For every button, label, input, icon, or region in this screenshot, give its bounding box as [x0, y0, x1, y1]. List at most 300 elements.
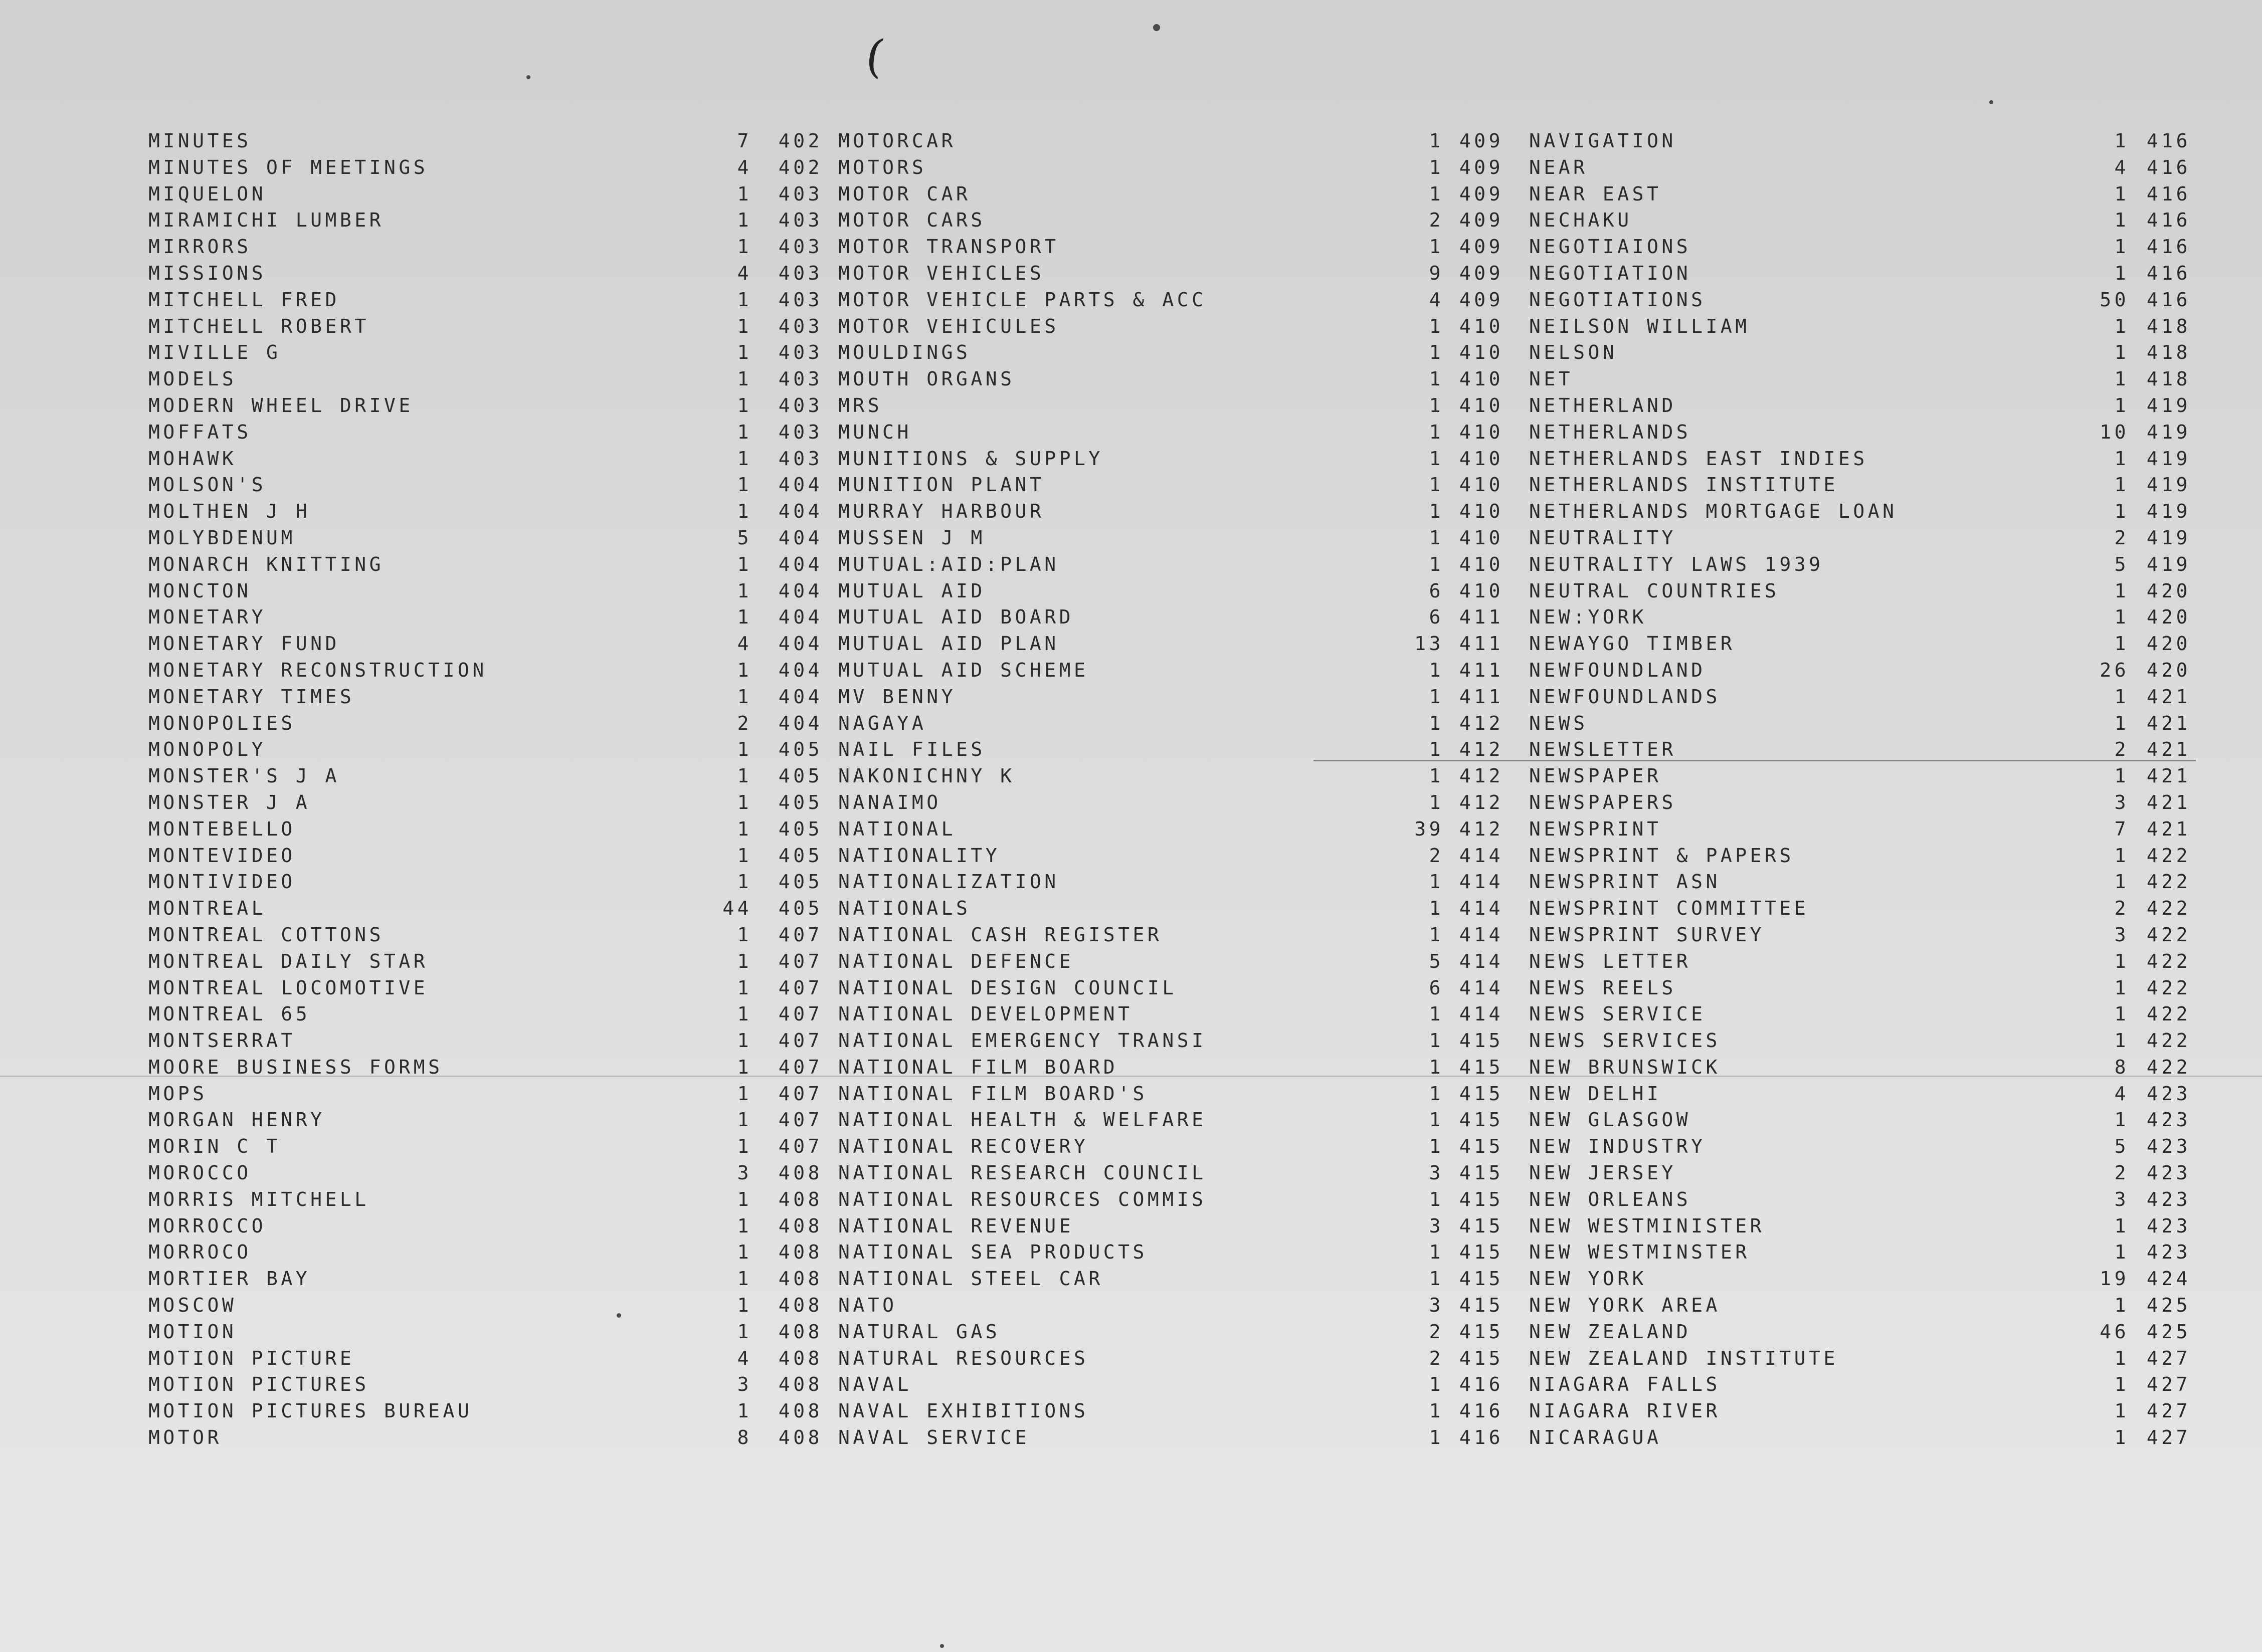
entry-page: 404: [778, 579, 823, 602]
entry-page: 404: [778, 633, 823, 655]
entry-term: NEWS: [1529, 712, 1588, 734]
entry-term: NATIONAL RESEARCH COUNCIL: [838, 1162, 1207, 1184]
entry-term: MOTOR VEHICLE PARTS & ACC: [838, 288, 1207, 311]
entry-count: 1: [1429, 1188, 1444, 1210]
index-entry: [838, 736, 1503, 763]
entry-count: 1: [737, 368, 752, 390]
index-entry: [1529, 392, 2191, 419]
entry-page: 416: [2146, 209, 2191, 232]
index-entry: [1529, 869, 2191, 895]
entry-term: NETHERLANDS INSTITUTE: [1529, 474, 1838, 496]
entry-count: 1: [1429, 1082, 1444, 1105]
entry-term: NEILSON WILLIAM: [1529, 315, 1750, 337]
index-entry: [148, 1027, 823, 1054]
entry-count: 1: [2114, 579, 2129, 602]
entry-count: 1: [737, 1294, 752, 1317]
entry-count: 19: [2100, 1268, 2129, 1290]
index-entry: [1529, 498, 2191, 525]
entry-count: 1: [2114, 1347, 2129, 1369]
entry-term: NAVAL: [838, 1373, 912, 1396]
entry-count: 1: [737, 1400, 752, 1422]
entry-term: MIVILLE G: [148, 341, 281, 364]
entry-term: NEWSPRINT & PAPERS: [1529, 844, 1794, 867]
entry-count: 1: [737, 288, 752, 311]
entry-term: MORTIER BAY: [148, 1268, 311, 1290]
entry-count: 3: [1429, 1162, 1444, 1184]
entry-term: NIAGARA FALLS: [1529, 1373, 1721, 1396]
entry-count: 1: [1429, 1268, 1444, 1290]
entry-term: MUSSEN J M: [838, 526, 986, 549]
entry-page: 422: [2146, 1056, 2191, 1078]
entry-term: MONSTER'S J A: [148, 765, 340, 787]
entry-page: 404: [778, 474, 823, 496]
entry-page: 415: [1459, 1214, 1503, 1237]
entry-count: 46: [2100, 1320, 2129, 1343]
entry-term: NECHAKU: [1529, 209, 1632, 232]
index-entry: [1529, 313, 2191, 340]
index-entry: [148, 816, 823, 843]
entry-page: 419: [2146, 421, 2191, 443]
entry-term: MUNITIONS & SUPPLY: [838, 447, 1103, 470]
entry-page: 416: [2146, 182, 2191, 205]
index-entry: [148, 1160, 823, 1186]
entry-page: 410: [1459, 474, 1503, 496]
index-entry: [148, 657, 823, 684]
entry-count: 1: [737, 500, 752, 523]
entry-count: 13: [1414, 633, 1444, 655]
index-entry: [148, 366, 823, 392]
entry-count: 1: [2114, 1294, 2129, 1317]
entry-term: MOTOR CAR: [838, 182, 971, 205]
entry-count: 1: [2114, 315, 2129, 337]
entry-count: 4: [2114, 156, 2129, 178]
entry-page: 416: [2146, 130, 2191, 152]
entry-term: NAKONICHNY K: [838, 765, 1015, 787]
index-entry: [148, 154, 823, 181]
entry-page: 414: [1459, 844, 1503, 867]
entry-page: 405: [778, 897, 823, 920]
entry-count: 1: [1429, 685, 1444, 708]
entry-term: NEWSPAPERS: [1529, 791, 1676, 813]
entry-page: 412: [1459, 765, 1503, 787]
entry-page: 416: [2146, 262, 2191, 284]
index-entry: [148, 631, 823, 657]
entry-count: 1: [737, 579, 752, 602]
entry-count: 3: [737, 1162, 752, 1184]
index-entry: [838, 1319, 1503, 1345]
entry-count: 1: [1429, 897, 1444, 920]
entry-page: 421: [2146, 791, 2191, 813]
index-entry: [148, 736, 823, 763]
entry-count: 1: [2114, 1003, 2129, 1025]
entry-count: 1: [1429, 236, 1444, 258]
entry-count: 1: [737, 182, 752, 205]
entry-page: 410: [1459, 579, 1503, 602]
index-entry: [838, 657, 1503, 684]
entry-page: 407: [778, 1082, 823, 1105]
entry-term: NEW BRUNSWICK: [1529, 1056, 1721, 1078]
index-entry: [148, 339, 823, 366]
index-entry: [1529, 736, 2191, 763]
entry-page: 403: [778, 341, 823, 364]
entry-term: NEWAYGO TIMBER: [1529, 633, 1736, 655]
entry-term: MIRAMICHI LUMBER: [148, 209, 385, 232]
index-entry: [148, 313, 823, 340]
index-entry: [1529, 710, 2191, 737]
index-entry: [1529, 1107, 2191, 1133]
entry-term: NATIONAL FILM BOARD: [838, 1056, 1118, 1078]
entry-count: 1: [737, 1003, 752, 1025]
entry-count: 3: [2114, 1188, 2129, 1210]
entry-page: 408: [778, 1214, 823, 1237]
entry-term: NEWSPRINT SURVEY: [1529, 923, 1765, 946]
entry-count: 1: [1429, 1426, 1444, 1449]
entry-page: 408: [778, 1162, 823, 1184]
entry-term: MODELS: [148, 368, 237, 390]
entry-page: 409: [1459, 236, 1503, 258]
entry-term: MISSIONS: [148, 262, 267, 284]
entry-page: 416: [1459, 1400, 1503, 1422]
entry-term: MONTREAL: [148, 897, 267, 920]
entry-term: NATIONAL DESIGN COUNCIL: [838, 976, 1177, 999]
entry-count: 1: [1429, 765, 1444, 787]
entry-term: MOULDINGS: [838, 341, 971, 364]
entry-page: 416: [1459, 1373, 1503, 1396]
entry-count: 3: [2114, 923, 2129, 946]
index-entry: [838, 789, 1503, 816]
entry-term: MITCHELL ROBERT: [148, 315, 369, 337]
index-entry: [1529, 234, 2191, 260]
entry-count: 1: [2114, 606, 2129, 629]
entry-page: 405: [778, 817, 823, 840]
index-entry: [838, 1001, 1503, 1027]
entry-term: MOTOR TRANSPORT: [838, 236, 1059, 258]
entry-count: 1: [737, 659, 752, 681]
index-entry: [838, 260, 1503, 287]
entry-term: NATIONAL DEFENCE: [838, 950, 1074, 972]
entry-count: 1: [2114, 976, 2129, 999]
index-entry: [148, 525, 823, 551]
entry-page: 412: [1459, 791, 1503, 813]
entry-term: MONTREAL 65: [148, 1003, 311, 1025]
entry-page: 415: [1459, 1135, 1503, 1158]
index-entry: [838, 1345, 1503, 1372]
entry-page: 421: [2146, 738, 2191, 761]
index-entry: [1529, 1160, 2191, 1186]
entry-term: MONSTER J A: [148, 791, 311, 813]
entry-page: 427: [2146, 1347, 2191, 1369]
entry-count: 1: [737, 606, 752, 629]
entry-term: NEWSPAPER: [1529, 765, 1662, 787]
index-entry: [838, 1027, 1503, 1054]
entry-count: 4: [737, 156, 752, 178]
index-entry: [1529, 975, 2191, 1001]
entry-count: 1: [1429, 421, 1444, 443]
index-entry: [1529, 446, 2191, 472]
entry-count: 1: [1429, 923, 1444, 946]
index-entry: [148, 1319, 823, 1345]
index-entry: [1529, 604, 2191, 631]
entry-term: NEGOTIATIONS: [1529, 288, 1706, 311]
entry-page: 415: [1459, 1320, 1503, 1343]
entry-term: NEWS SERVICE: [1529, 1003, 1706, 1025]
entry-page: 403: [778, 421, 823, 443]
entry-term: NEUTRAL COUNTRIES: [1529, 579, 1780, 602]
entry-term: NATIONAL DEVELOPMENT: [838, 1003, 1133, 1025]
entry-term: MIQUELON: [148, 182, 267, 205]
index-entry: [148, 578, 823, 604]
entry-term: MOTION: [148, 1320, 237, 1343]
entry-term: MOTOR VEHICLES: [838, 262, 1045, 284]
film-speck: [1989, 100, 1993, 104]
entry-count: 2: [1429, 1320, 1444, 1343]
index-entry: [838, 181, 1503, 208]
entry-page: 408: [778, 1188, 823, 1210]
entry-page: 415: [1459, 1056, 1503, 1078]
entry-page: 404: [778, 526, 823, 549]
entry-count: 2: [2114, 1162, 2129, 1184]
index-entry: [1529, 181, 2191, 208]
entry-count: 1: [737, 209, 752, 232]
entry-page: 407: [778, 1109, 823, 1131]
entry-term: MOTOR VEHICULES: [838, 315, 1059, 337]
index-entry: [148, 551, 823, 578]
index-entry: [838, 1266, 1503, 1292]
index-entry: [148, 1001, 823, 1027]
index-entry: [148, 1345, 823, 1372]
entry-page: 403: [778, 368, 823, 390]
entry-term: MUNCH: [838, 421, 912, 443]
entry-count: 1: [737, 950, 752, 972]
entry-count: 8: [737, 1426, 752, 1449]
entry-term: MOSCOW: [148, 1294, 237, 1317]
entry-term: NAVAL SERVICE: [838, 1426, 1030, 1449]
index-entry: [838, 313, 1503, 340]
entry-term: NEAR EAST: [1529, 182, 1662, 205]
entry-term: NEWS LETTER: [1529, 950, 1691, 972]
entry-count: 1: [1429, 526, 1444, 549]
entry-page: 410: [1459, 500, 1503, 523]
entry-page: 411: [1459, 606, 1503, 629]
entry-term: NATIONAL EMERGENCY TRANSI: [838, 1029, 1207, 1052]
entry-count: 1: [2114, 209, 2129, 232]
entry-count: 4: [737, 1347, 752, 1369]
entry-page: 421: [2146, 712, 2191, 734]
entry-count: 1: [737, 1214, 752, 1237]
entry-count: 1: [1429, 1241, 1444, 1264]
entry-page: 412: [1459, 738, 1503, 761]
entry-page: 403: [778, 262, 823, 284]
entry-page: 407: [778, 1029, 823, 1052]
entry-term: MORROCO: [148, 1241, 252, 1264]
index-entry: [838, 1292, 1503, 1319]
entry-count: 1: [2114, 1029, 2129, 1052]
entry-term: NATIONAL REVENUE: [838, 1214, 1074, 1237]
index-entry: [1529, 763, 2191, 789]
entry-page: 405: [778, 844, 823, 867]
entry-page: 422: [2146, 950, 2191, 972]
index-entry: [1529, 1371, 2191, 1398]
entry-term: MONOPOLY: [148, 738, 267, 761]
entry-count: 2: [1429, 844, 1444, 867]
index-entry: [1529, 366, 2191, 392]
entry-term: NEGOTIATION: [1529, 262, 1691, 284]
entry-count: 1: [2114, 182, 2129, 205]
entry-term: NELSON: [1529, 341, 1618, 364]
index-entry: [148, 260, 823, 287]
entry-term: MOTORS: [838, 156, 927, 178]
entry-count: 1: [737, 474, 752, 496]
entry-count: 9: [1429, 262, 1444, 284]
entry-count: 1: [1429, 1056, 1444, 1078]
entry-count: 1: [1429, 500, 1444, 523]
entry-term: NEAR: [1529, 156, 1588, 178]
entry-page: 423: [2146, 1082, 2191, 1105]
entry-page: 412: [1459, 817, 1503, 840]
index-entry: [148, 207, 823, 234]
index-entry: [838, 948, 1503, 975]
entry-count: 1: [1429, 659, 1444, 681]
entry-term: NATIONAL CASH REGISTER: [838, 923, 1163, 946]
entry-count: 1: [1429, 1003, 1444, 1025]
entry-page: 411: [1459, 685, 1503, 708]
entry-term: MODERN WHEEL DRIVE: [148, 394, 414, 417]
entry-term: NEWSLETTER: [1529, 738, 1676, 761]
entry-page: 405: [778, 765, 823, 787]
entry-page: 414: [1459, 950, 1503, 972]
index-entry: [1529, 789, 2191, 816]
entry-term: MOPS: [148, 1082, 208, 1105]
index-entry: [148, 604, 823, 631]
entry-page: 404: [778, 659, 823, 681]
entry-term: NAGAYA: [838, 712, 927, 734]
entry-count: 3: [1429, 1294, 1444, 1317]
index-entry: [1529, 1292, 2191, 1319]
entry-count: 1: [2114, 368, 2129, 390]
entry-page: 407: [778, 1135, 823, 1158]
entry-count: 1: [2114, 500, 2129, 523]
entry-count: 1: [2114, 1426, 2129, 1449]
entry-count: 1: [1429, 791, 1444, 813]
entry-term: NEWSPRINT COMMITTEE: [1529, 897, 1809, 920]
entry-term: MONTEVIDEO: [148, 844, 296, 867]
entry-page: 409: [1459, 130, 1503, 152]
entry-term: NEWFOUNDLAND: [1529, 659, 1706, 681]
entry-term: NEW WESTMINISTER: [1529, 1214, 1765, 1237]
entry-count: 1: [1429, 394, 1444, 417]
index-entry: [838, 446, 1503, 472]
entry-page: 416: [1459, 1426, 1503, 1449]
entry-page: 407: [778, 976, 823, 999]
index-entry: [1529, 1345, 2191, 1372]
index-column-3: [1529, 128, 2191, 1451]
entry-term: MONETARY RECONSTRUCTION: [148, 659, 487, 681]
entry-count: 1: [2114, 236, 2129, 258]
entry-page: 422: [2146, 897, 2191, 920]
entry-count: 1: [737, 447, 752, 470]
entry-count: 1: [737, 1268, 752, 1290]
index-entry: [838, 922, 1503, 948]
index-entry: [1529, 260, 2191, 287]
entry-term: MONTREAL LOCOMOTIVE: [148, 976, 429, 999]
index-entry: [838, 551, 1503, 578]
entry-term: NATIONAL RESOURCES COMMIS: [838, 1188, 1207, 1210]
entry-page: 408: [778, 1426, 823, 1449]
index-entry: [148, 763, 823, 789]
entry-count: 1: [1429, 1109, 1444, 1131]
entry-count: 1: [737, 553, 752, 575]
entry-term: NATIONALS: [838, 897, 971, 920]
entry-page: 425: [2146, 1294, 2191, 1317]
entry-count: 1: [737, 1135, 752, 1158]
entry-count: 44: [722, 897, 752, 920]
entry-page: 415: [1459, 1241, 1503, 1264]
index-entry: [838, 128, 1503, 154]
entry-term: MOFFATS: [148, 421, 252, 443]
entry-count: 10: [2100, 421, 2129, 443]
index-entry: [1529, 1001, 2191, 1027]
entry-page: 411: [1459, 659, 1503, 681]
entry-page: 419: [2146, 526, 2191, 549]
entry-term: NEW DELHI: [1529, 1082, 1662, 1105]
index-entry: [838, 287, 1503, 313]
entry-page: 407: [778, 1056, 823, 1078]
entry-count: 1: [737, 394, 752, 417]
entry-count: 5: [2114, 1135, 2129, 1158]
index-entry: [1529, 1319, 2191, 1345]
entry-count: 1: [1429, 315, 1444, 337]
index-entry: [1529, 816, 2191, 843]
index-entry: [1529, 287, 2191, 313]
entry-term: NEW ORLEANS: [1529, 1188, 1691, 1210]
entry-term: MV BENNY: [838, 685, 957, 708]
entry-page: 404: [778, 553, 823, 575]
index-entry: [148, 684, 823, 710]
entry-page: 423: [2146, 1241, 2191, 1264]
entry-page: 416: [2146, 288, 2191, 311]
entry-term: MOROCCO: [148, 1162, 252, 1184]
entry-count: 1: [737, 1109, 752, 1131]
entry-count: 4: [737, 262, 752, 284]
entry-count: 1: [737, 1188, 752, 1210]
entry-term: NATIONAL STEEL CAR: [838, 1268, 1103, 1290]
entry-count: 1: [737, 1320, 752, 1343]
entry-page: 418: [2146, 315, 2191, 337]
entry-count: 2: [2114, 738, 2129, 761]
index-entry: [148, 1107, 823, 1133]
index-entry: [1529, 472, 2191, 498]
entry-page: 418: [2146, 368, 2191, 390]
entry-page: 405: [778, 871, 823, 893]
entry-page: 403: [778, 236, 823, 258]
index-entry: [148, 789, 823, 816]
entry-page: 427: [2146, 1400, 2191, 1422]
entry-count: 1: [1429, 553, 1444, 575]
entry-term: MONARCH KNITTING: [148, 553, 385, 575]
index-entry: [1529, 657, 2191, 684]
entry-page: 410: [1459, 315, 1503, 337]
entry-page: 422: [2146, 923, 2191, 946]
entry-count: 7: [2114, 817, 2129, 840]
entry-term: NEW JERSEY: [1529, 1162, 1676, 1184]
entry-page: 423: [2146, 1214, 2191, 1237]
index-entry: [148, 419, 823, 446]
entry-term: NATIONAL RECOVERY: [838, 1135, 1089, 1158]
entry-count: 5: [1429, 950, 1444, 972]
entry-count: 1: [737, 1082, 752, 1105]
entry-page: 414: [1459, 923, 1503, 946]
entry-count: 1: [2114, 1109, 2129, 1131]
